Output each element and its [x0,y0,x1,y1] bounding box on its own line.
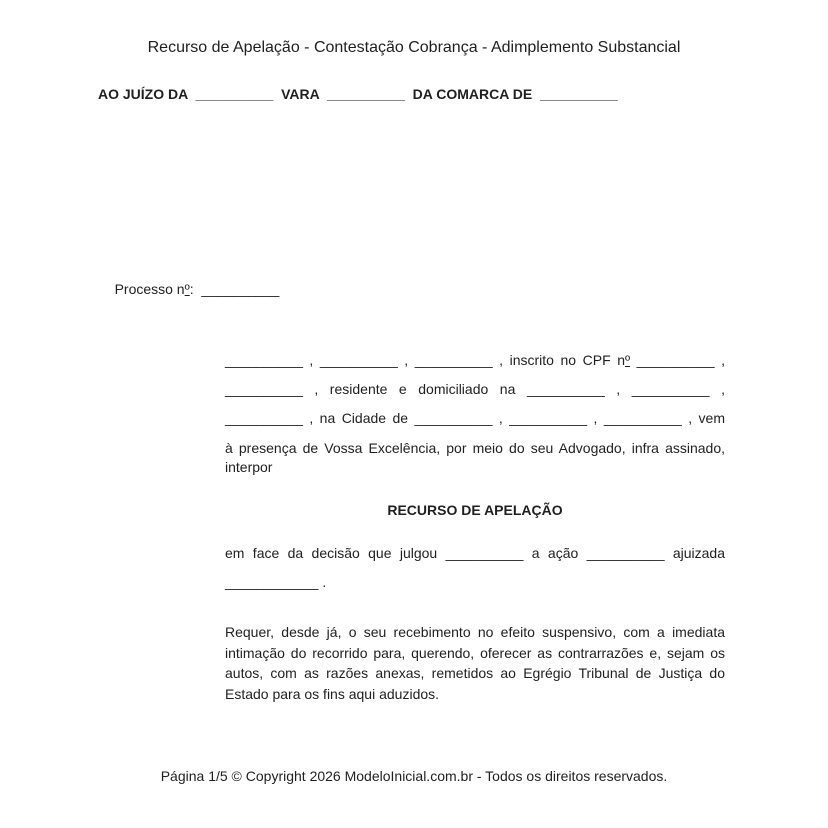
qualification-line-1-text: __________ , __________ , __________ , inscrito no CPF n [225,352,625,368]
qualification-line-2: __________ , residente e domiciliado na __________ , __________ , [225,381,725,397]
emface-line-2: ____________ . [225,574,327,590]
request-line-2: intimação do recorrido para, querendo, oferecer as contrarrazões e, sejam os [225,644,725,661]
emface-line-1: em face da decisão que julgou __________ a ação __________ ajuizada [225,545,725,561]
petition-body [225,346,725,704]
process-number-label: Processo n [114,281,185,297]
court-address-line: AO JUÍZO DA __________ VARA __________ DA COMARCA DE __________ [98,86,618,102]
process-number-line [99,259,279,319]
document-title: Recurso de Apelação - Contestação Cobrança - Adimplemento Substancial [147,39,681,56]
appeal-heading: RECURSO DE APELAÇÃO [387,502,563,518]
request-line-4: Estado para os fins aqui aduzidos. [225,685,440,702]
qualification-line-4: à presença de Vossa Excelência, por meio do seu Advogado, infra assinado, [225,440,725,456]
request-paragraph [225,622,725,704]
qualification-line-5: interpor [225,459,273,475]
qualification-line-3: __________ , na Cidade de __________ , __________ , __________ , vem [225,410,725,426]
process-number-blank: : __________ [189,281,280,297]
ordinal-indicator: º [184,281,190,297]
qualification-line-1-blank: __________ , [630,352,725,368]
request-line-3: autos, com as razões anexas, remetidos ao Egrégio Tribunal de Justiça do [225,665,725,681]
request-line-1: Requer, desde já, o seu recebimento no efeito suspensivo, com a imediata [225,624,725,640]
ordinal-indicator: º [625,352,631,368]
qualification-line-1 [225,346,725,375]
page-footer: Página 1/5 © Copyright 2026 ModeloInicial.com.br - Todos os direitos reservados. [160,768,668,784]
